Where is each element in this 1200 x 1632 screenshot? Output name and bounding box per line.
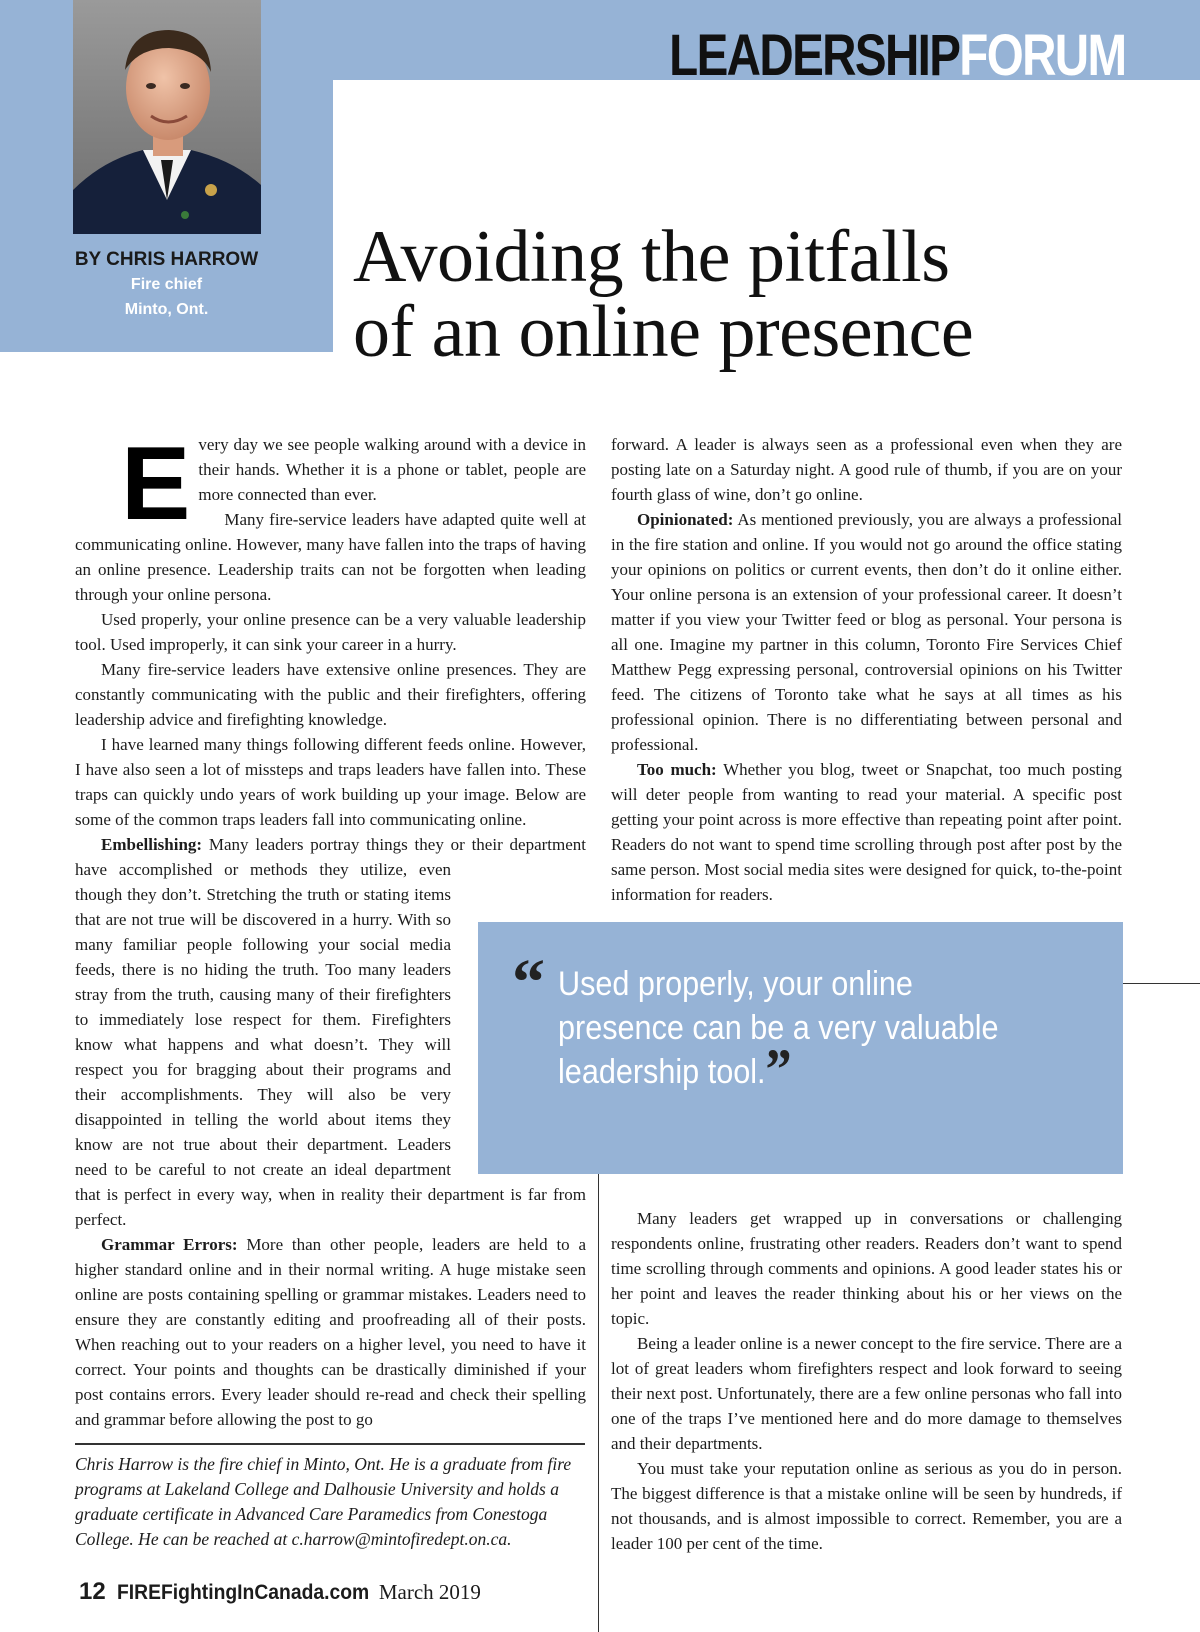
article-column-right-top [611,432,1122,907]
byline [0,248,333,322]
subhead-opinionated: Opinionated: [637,510,734,529]
magazine-website: FIREFightingInCanada.com [117,1581,370,1604]
article-paragraph-4: Many fire-service leaders have extensive online presences. They are constantly communicating with the public and their firefighters, offering leadership advice and firefighting knowledge. [75,660,586,729]
masthead-leadership: LEADERSHIP [668,23,959,88]
subhead-grammar: Grammar Errors: [101,1235,238,1254]
divider-right [1123,983,1200,984]
pull-quote [478,922,1123,1174]
article-paragraph-r5: Being a leader online is a newer concept to the fire service. There are a lot of great leaders whom firefighters respect and look forward to seeing their next post. Unfortunately, there are a few online personas who fall into one of the traps I’ve mentioned here and do more damage to themselves and their departments. [611,1334,1122,1453]
page-number: 12 [79,1578,106,1605]
issue-date: March 2019 [378,1580,481,1604]
article-paragraph-r6: You must take your reputation online as serious as you do in person. The biggest difference is that a mistake online will be seen by hundreds, if not thousands, and is almost impossible to correct. Remember, you are a leader 100 per cent of the time. [611,1459,1122,1553]
drop-cap: E [121,426,191,542]
pull-quote-text: Used properly, your online presence can be a very valuable leadership tool.” [558,965,999,1102]
subhead-embellishing: Embellishing: [101,835,203,854]
article-paragraph-5: I have learned many things following different feeds online. However, I have also seen a lot of missteps and traps leaders have fallen into. These traps can quickly undo years of work building up your image. Below are some of the common traps leaders fall into communicating online. [75,735,586,829]
article-paragraph-2: Many fire-service leaders have adapted quite well at communicating online. However, many have fallen into the traps of having an online presence. Leadership traits can not be forgotten when leading through your online persona. [75,510,586,604]
headline-line-2: of an online presence [353,291,974,373]
article-paragraph-embellishing: Embellishing: Many leaders portray things they or their department have accomplished or methods they utilize, even though they don’t. Stretching the truth or stating items that are not true will be discovered in a hurry. With so many familiar people following your social media feeds, there is no hiding the truth. Too many leaders stray from the truth, causing many of their firefighters to immediately lose respect for them. Firefighters know what happens and what doesn’t. They will respect you for bragging about their programs and their accomplishments. They will also be very disappointed in telling the world about items they know are not true about their department. Leaders need to be careful to not create an ideal department that is perfect in every way, when in reality their department is far from perfect. [75,835,586,1229]
author-portrait-image [73,0,261,234]
article-paragraph-opinionated: Opinionated: As mentioned previously, you are always a professional in the fire station and online. If you would not go around the office stating your opinions on politics or current events, then don’t do it online either. Your online persona is an extension of your professional career. It doesn’t matter if you view your Twitter feed or blog as personal. Your persona is all one. Imagine my partner in this column, Toronto Fire Services Chief Matthew Pegg expressing personal, controversial opinions on his Twitter feed. The citizens of Toronto take what he says at all times as his professional opinion. There is no differentiating between personal and professional. [611,510,1122,754]
headline-line-1: Avoiding the pitfalls [353,216,950,298]
column-divider [598,1174,599,1632]
bio-divider [75,1443,585,1445]
masthead-forum: FORUM [958,23,1125,88]
author-name: BY CHRIS HARROW [74,249,259,270]
article-headline [353,216,974,373]
article-paragraph-3: Used properly, your online presence can be a very valuable leadership tool. Used improperly, it can sink your career in a hurry. [75,610,586,654]
close-quote-mark: ” [765,1037,792,1102]
section-masthead [668,23,1125,88]
article-column-right-bottom [611,1206,1122,1556]
author-photo [73,0,261,234]
article-paragraph-too-much: Too much: Whether you blog, tweet or Snapchat, too much posting will deter people from wanting to read your material. A specific post getting your point across is more effective than repeating point after point. Readers do not want to spend time scrolling through post after post by the same person. Most social media sites were designed for quick, to-the-point information for readers. [611,760,1123,904]
article-paragraph-r1: forward. A leader is always seen as a professional even when they are posting late on a Saturday night. A good rule of thumb, if you are on your fourth glass of wine, don’t go online. [611,435,1122,504]
article-paragraph-1: Every day we see people walking around with a device in their hands. Whether it is a phone or tablet, people are more connected than ever. [121,426,586,542]
author-location: Minto, Ont. [124,301,209,318]
open-quote-mark: “ [512,946,545,1019]
article-paragraph-grammar: Grammar Errors: More than other people, leaders are held to a higher standard online and in their normal writing. A huge mistake seen online are posts containing spelling or grammar mistakes. Leaders need to ensure they are constantly editing and proofreading all of their posts. When reaching out to your readers on a higher level, you need to have it correct. Your points and thoughts can be drastically diminished if your post contains errors. Every leader should re-read and check their spelling and grammar before allowing the post to go [75,1235,586,1429]
page-footer [79,1578,481,1606]
author-role: Fire chief [130,276,203,293]
author-bio: Chris Harrow is the fire chief in Minto, Ont. He is a graduate from fire programs at Lakeland College and Dalhousie University and holds a graduate certificate in Advanced Care Paramedics from Conestoga College. He can be reached at c.harrow@mintofiredept.on.ca. [75,1454,572,1549]
article-paragraph-r4: Many leaders get wrapped up in conversations or challenging respondents online, frustrating other readers. Readers don’t want to spend time scrolling through comments and opinions. A good leader states his or her point and leaves the reader thinking about his or her views on the topic. [611,1209,1122,1328]
subhead-too-much: Too much: [637,760,717,779]
